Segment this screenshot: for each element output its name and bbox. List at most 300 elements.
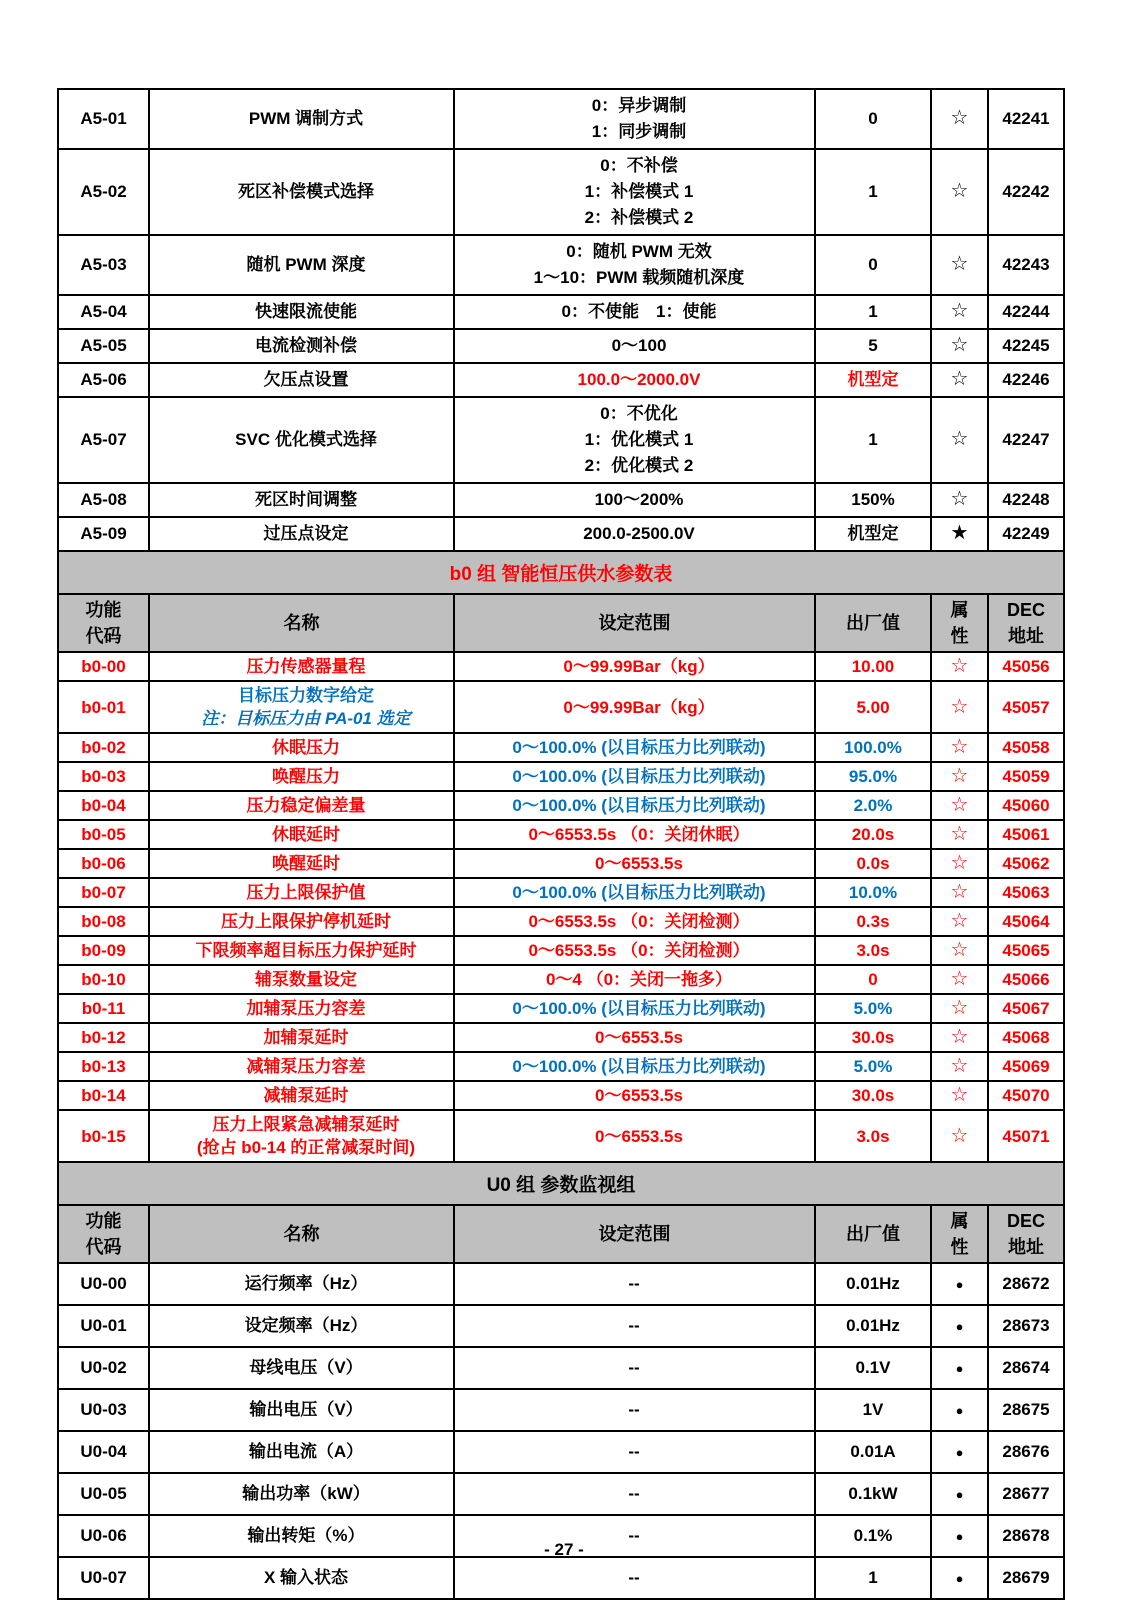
cell-range bbox=[454, 681, 815, 733]
star-icon: ☆ bbox=[950, 655, 969, 677]
cell-name bbox=[149, 1081, 454, 1110]
param-row bbox=[58, 1263, 1064, 1305]
cell-dec bbox=[988, 878, 1064, 907]
text-line: 快速限流使能 bbox=[255, 302, 357, 321]
text-line: b0-11 bbox=[81, 999, 126, 1018]
cell-dec bbox=[988, 965, 1064, 994]
cell-name bbox=[149, 965, 454, 994]
cell-name bbox=[149, 681, 454, 733]
text-line: b0-13 bbox=[81, 1057, 126, 1076]
cell-attr bbox=[931, 762, 988, 791]
table-header-row bbox=[58, 1205, 1064, 1263]
star-icon: ☆ bbox=[950, 695, 969, 718]
cell-code bbox=[58, 1473, 149, 1515]
cell-attr bbox=[931, 907, 988, 936]
text-line: A5-07 bbox=[80, 430, 127, 449]
text-line: 0～100.0% (以目标压力比列联动) bbox=[512, 767, 766, 786]
cell-range bbox=[454, 878, 815, 907]
text-line: 45056 bbox=[1002, 657, 1050, 676]
cell-name bbox=[149, 1263, 454, 1305]
text-line: 42248 bbox=[1002, 490, 1050, 509]
cell-name bbox=[149, 1052, 454, 1081]
text-line: 45070 bbox=[1002, 1086, 1050, 1105]
cell-code bbox=[58, 907, 149, 936]
text-line: -- bbox=[628, 1400, 640, 1419]
param-row bbox=[58, 1052, 1064, 1081]
text-line: 0.3s bbox=[856, 912, 890, 931]
text-line: 输出电压（V） bbox=[249, 1400, 363, 1419]
cell-value bbox=[815, 1389, 931, 1431]
cell-name bbox=[149, 483, 454, 517]
text-line: 0～6553.5s bbox=[595, 1086, 683, 1105]
text-line: 20.0s bbox=[851, 825, 895, 844]
cell-value bbox=[815, 762, 931, 791]
cell-attr bbox=[931, 295, 988, 329]
cell-value bbox=[815, 1263, 931, 1305]
cell-dec bbox=[988, 1431, 1064, 1473]
text-line: 压力传感器量程 bbox=[246, 657, 366, 676]
cell-dec bbox=[988, 295, 1064, 329]
cell-code bbox=[58, 149, 149, 235]
cell-name bbox=[149, 235, 454, 295]
cell-name bbox=[149, 329, 454, 363]
star-icon: ☆ bbox=[950, 852, 969, 874]
param-row bbox=[58, 397, 1064, 483]
cell-code bbox=[58, 235, 149, 295]
cell-attr bbox=[931, 1263, 988, 1305]
text-line: 1V bbox=[862, 1400, 884, 1419]
cell-dec bbox=[988, 681, 1064, 733]
star-icon: ☆ bbox=[950, 968, 969, 990]
text-line: 欠压点设置 bbox=[263, 370, 349, 389]
text-line: 过压点设定 bbox=[263, 524, 349, 543]
text-line: 0：不使能 1：使能 bbox=[561, 302, 717, 321]
star-icon: ☆ bbox=[950, 180, 969, 202]
text-line: 200.0-2500.0V bbox=[583, 524, 695, 543]
section-band-label: b0 组 智能恒压供水参数表 bbox=[58, 551, 1064, 594]
cell-code bbox=[58, 1557, 149, 1599]
cell-code bbox=[58, 483, 149, 517]
text-line: 1：同步调制 bbox=[591, 122, 687, 141]
cell-name bbox=[149, 1557, 454, 1599]
param-row bbox=[58, 1473, 1064, 1515]
text-line: PWM 调制方式 bbox=[248, 109, 364, 128]
param-row bbox=[58, 1389, 1064, 1431]
text-line: 输出功率（kW） bbox=[242, 1484, 370, 1503]
cell-name bbox=[149, 1347, 454, 1389]
cell-value bbox=[815, 994, 931, 1023]
cell-range bbox=[454, 849, 815, 878]
cell-dec bbox=[988, 907, 1064, 936]
text-line: 0～6553.5s （0：关闭检测） bbox=[528, 912, 750, 931]
cell-name bbox=[149, 1473, 454, 1515]
text-line: b0-10 bbox=[81, 970, 126, 989]
text-line: 1：优化模式 1 bbox=[584, 430, 694, 449]
text-line: 45066 bbox=[1002, 970, 1050, 989]
cell-code bbox=[58, 329, 149, 363]
cell-attr bbox=[931, 1347, 988, 1389]
cell-code bbox=[58, 1052, 149, 1081]
text-line: A5-06 bbox=[80, 370, 127, 389]
cell-range bbox=[454, 1110, 815, 1162]
cell-attr bbox=[931, 363, 988, 397]
text-line: 加辅泵延时 bbox=[263, 1028, 349, 1047]
param-row bbox=[58, 149, 1064, 235]
cell-name bbox=[149, 89, 454, 149]
text-line: 42249 bbox=[1002, 524, 1050, 543]
text-line: 45067 bbox=[1002, 999, 1050, 1018]
cell-range bbox=[454, 363, 815, 397]
cell-code bbox=[58, 1431, 149, 1473]
text-line: 5.00 bbox=[856, 697, 890, 717]
cell-name bbox=[149, 878, 454, 907]
text-line: 42247 bbox=[1002, 430, 1050, 449]
cell-name bbox=[149, 397, 454, 483]
cell-attr bbox=[931, 1081, 988, 1110]
column-header-col_range: 设定范围 bbox=[454, 594, 815, 652]
cell-attr bbox=[931, 235, 988, 295]
cell-attr bbox=[931, 89, 988, 149]
dot-icon: ● bbox=[955, 1487, 964, 1502]
cell-dec bbox=[988, 936, 1064, 965]
cell-code bbox=[58, 1023, 149, 1052]
text-line: 42245 bbox=[1002, 336, 1050, 355]
cell-range bbox=[454, 733, 815, 762]
cell-dec bbox=[988, 1023, 1064, 1052]
cell-attr bbox=[931, 397, 988, 483]
param-row bbox=[58, 483, 1064, 517]
cell-attr bbox=[931, 1389, 988, 1431]
text-line: 0.01A bbox=[850, 1442, 896, 1461]
cell-value bbox=[815, 820, 931, 849]
dot-icon: ● bbox=[955, 1571, 964, 1586]
header-line: 性 bbox=[950, 1237, 969, 1257]
header-line: 功能 bbox=[85, 1211, 122, 1231]
cell-dec bbox=[988, 235, 1064, 295]
cell-name bbox=[149, 907, 454, 936]
cell-dec bbox=[988, 1052, 1064, 1081]
cell-range bbox=[454, 1347, 815, 1389]
text-line: 28673 bbox=[1002, 1316, 1050, 1335]
cell-range bbox=[454, 652, 815, 681]
text-line: 10.0% bbox=[848, 883, 898, 902]
text-line: 28672 bbox=[1002, 1274, 1050, 1293]
cell-dec bbox=[988, 517, 1064, 551]
cell-code bbox=[58, 849, 149, 878]
text-line: 0～6553.5s bbox=[595, 1028, 683, 1047]
text-line: A5-02 bbox=[80, 182, 127, 201]
header-line: DEC bbox=[1006, 600, 1045, 620]
cell-name bbox=[149, 994, 454, 1023]
star-icon: ☆ bbox=[950, 823, 969, 845]
text-line: 100.0% bbox=[844, 738, 902, 757]
param-row bbox=[58, 681, 1064, 733]
text-line: 电流检测补偿 bbox=[255, 336, 357, 355]
cell-code bbox=[58, 363, 149, 397]
section-band bbox=[58, 1162, 1064, 1205]
text-line: 45057 bbox=[1002, 697, 1050, 717]
column-header-col_attr bbox=[931, 594, 988, 652]
cell-value bbox=[815, 397, 931, 483]
text-line: 休眠延时 bbox=[272, 825, 340, 844]
text-line: 0～4 （0：关闭一拖多） bbox=[545, 970, 733, 989]
cell-dec bbox=[988, 329, 1064, 363]
text-line: -- bbox=[628, 1358, 640, 1377]
text-line: 45060 bbox=[1002, 796, 1050, 815]
text-line: 唤醒压力 bbox=[272, 767, 340, 786]
cell-value bbox=[815, 517, 931, 551]
param-row bbox=[58, 936, 1064, 965]
cell-attr bbox=[931, 1305, 988, 1347]
param-row bbox=[58, 820, 1064, 849]
cell-name bbox=[149, 295, 454, 329]
cell-range bbox=[454, 1473, 815, 1515]
cell-name bbox=[149, 149, 454, 235]
cell-code bbox=[58, 397, 149, 483]
cell-range bbox=[454, 397, 815, 483]
text-line: 0～100.0% (以目标压力比列联动) bbox=[512, 1057, 766, 1076]
text-line: 0～99.99Bar（kg） bbox=[563, 697, 715, 717]
text-line: b0-09 bbox=[81, 941, 126, 960]
param-row bbox=[58, 733, 1064, 762]
cell-name bbox=[149, 1305, 454, 1347]
text-line: A5-03 bbox=[80, 255, 127, 274]
text-line: 45064 bbox=[1002, 912, 1050, 931]
text-line: 下限频率超目标压力保护延时 bbox=[195, 941, 417, 960]
cell-value bbox=[815, 363, 931, 397]
star-icon: ☆ bbox=[950, 107, 969, 129]
star-icon: ☆ bbox=[950, 1055, 969, 1077]
text-line: A5-05 bbox=[80, 336, 127, 355]
column-header-col_value: 出厂值 bbox=[815, 1205, 931, 1263]
cell-dec bbox=[988, 89, 1064, 149]
text-line: 45068 bbox=[1002, 1028, 1050, 1047]
param-row bbox=[58, 1347, 1064, 1389]
text-line: U0-05 bbox=[80, 1484, 127, 1503]
star-icon: ☆ bbox=[950, 488, 969, 510]
text-line: 42243 bbox=[1002, 255, 1050, 274]
text-line: 0～100 bbox=[611, 336, 667, 355]
cell-dec bbox=[988, 397, 1064, 483]
cell-attr bbox=[931, 329, 988, 363]
cell-range bbox=[454, 1557, 815, 1599]
text-line: 减辅泵延时 bbox=[263, 1086, 349, 1105]
text-line: b0-02 bbox=[81, 738, 126, 757]
filled-star-icon: ★ bbox=[950, 522, 969, 544]
table-header-row bbox=[58, 594, 1064, 652]
dot-icon: ● bbox=[955, 1529, 964, 1544]
cell-value bbox=[815, 235, 931, 295]
cell-attr bbox=[931, 878, 988, 907]
param-row bbox=[58, 762, 1064, 791]
text-line: 1 bbox=[868, 182, 878, 201]
dot-icon: ● bbox=[955, 1361, 964, 1376]
star-icon: ☆ bbox=[950, 1084, 969, 1106]
cell-range bbox=[454, 149, 815, 235]
column-header-col_dec bbox=[988, 1205, 1064, 1263]
cell-dec bbox=[988, 1110, 1064, 1162]
star-icon: ☆ bbox=[950, 881, 969, 903]
cell-value bbox=[815, 849, 931, 878]
cell-dec bbox=[988, 1473, 1064, 1515]
cell-value bbox=[815, 1110, 931, 1162]
cell-value bbox=[815, 1431, 931, 1473]
cell-code bbox=[58, 681, 149, 733]
cell-value bbox=[815, 1081, 931, 1110]
cell-attr bbox=[931, 936, 988, 965]
cell-dec bbox=[988, 1389, 1064, 1431]
text-line: -- bbox=[628, 1484, 640, 1503]
page-number: - 27 - bbox=[544, 1540, 584, 1559]
cell-attr bbox=[931, 517, 988, 551]
cell-value bbox=[815, 1023, 931, 1052]
param-row bbox=[58, 791, 1064, 820]
star-icon: ☆ bbox=[950, 253, 969, 275]
text-line: -- bbox=[628, 1568, 640, 1587]
cell-code bbox=[58, 517, 149, 551]
text-line: 机型定 bbox=[847, 370, 899, 389]
star-icon: ☆ bbox=[950, 997, 969, 1019]
text-line: 5.0% bbox=[853, 999, 893, 1018]
text-line: U0-06 bbox=[80, 1526, 127, 1545]
text-line: 45065 bbox=[1002, 941, 1050, 960]
cell-code bbox=[58, 89, 149, 149]
text-line: 42246 bbox=[1002, 370, 1050, 389]
param-row bbox=[58, 652, 1064, 681]
cell-value bbox=[815, 878, 931, 907]
text-line: b0-03 bbox=[81, 767, 126, 786]
text-line: 1 bbox=[868, 1568, 878, 1587]
dot-icon: ● bbox=[955, 1319, 964, 1334]
cell-value bbox=[815, 791, 931, 820]
cell-dec bbox=[988, 363, 1064, 397]
text-line: U0-01 bbox=[80, 1316, 127, 1335]
text-line: 0～99.99Bar（kg） bbox=[563, 657, 715, 676]
cell-code bbox=[58, 878, 149, 907]
text-line: 5.0% bbox=[853, 1057, 893, 1076]
text-line: 0：不优化 bbox=[600, 404, 678, 423]
cell-dec bbox=[988, 994, 1064, 1023]
header-line: 属 bbox=[950, 600, 969, 620]
cell-range bbox=[454, 965, 815, 994]
param-row bbox=[58, 994, 1064, 1023]
text-line: 0～100.0% (以目标压力比列联动) bbox=[512, 796, 766, 815]
cell-code bbox=[58, 295, 149, 329]
param-row bbox=[58, 1557, 1064, 1599]
section-band-label: U0 组 参数监视组 bbox=[58, 1162, 1064, 1205]
star-icon: ☆ bbox=[950, 300, 969, 322]
text-line: -- bbox=[628, 1274, 640, 1293]
text-line: 2：补偿模式 2 bbox=[584, 208, 694, 227]
header-line: 功能 bbox=[85, 600, 122, 620]
cell-value bbox=[815, 1347, 931, 1389]
star-icon: ☆ bbox=[950, 910, 969, 932]
cell-attr bbox=[931, 149, 988, 235]
text-line: 目标压力数字给定 bbox=[238, 686, 374, 705]
text-line: -- bbox=[628, 1526, 640, 1545]
header-line: 属 bbox=[950, 1211, 969, 1231]
cell-attr bbox=[931, 1431, 988, 1473]
dot-icon: ● bbox=[955, 1403, 964, 1418]
text-line: 10.00 bbox=[851, 657, 895, 676]
cell-value bbox=[815, 652, 931, 681]
cell-range bbox=[454, 936, 815, 965]
cell-attr bbox=[931, 1023, 988, 1052]
param-row bbox=[58, 1110, 1064, 1162]
cell-name bbox=[149, 791, 454, 820]
text-line: 1：补偿模式 1 bbox=[584, 182, 694, 201]
column-header-col_attr bbox=[931, 1205, 988, 1263]
text-line: 加辅泵压力容差 bbox=[246, 999, 366, 1018]
text-line: 辅泵数量设定 bbox=[255, 970, 357, 989]
text-line: 28675 bbox=[1002, 1400, 1050, 1419]
cell-range bbox=[454, 762, 815, 791]
cell-dec bbox=[988, 1347, 1064, 1389]
cell-range bbox=[454, 1431, 815, 1473]
cell-range bbox=[454, 907, 815, 936]
cell-value bbox=[815, 1473, 931, 1515]
text-line: 0.01Hz bbox=[846, 1316, 900, 1335]
star-icon: ☆ bbox=[950, 1124, 969, 1147]
text-line: 0：异步调制 bbox=[591, 96, 687, 115]
cell-code bbox=[58, 936, 149, 965]
star-icon: ☆ bbox=[950, 428, 969, 450]
text-line: 28677 bbox=[1002, 1484, 1050, 1503]
text-line: 设定频率（Hz） bbox=[244, 1316, 368, 1335]
cell-code bbox=[58, 994, 149, 1023]
cell-range bbox=[454, 483, 815, 517]
cell-attr bbox=[931, 681, 988, 733]
text-line: b0-05 bbox=[81, 825, 126, 844]
text-line: U0-07 bbox=[80, 1568, 127, 1587]
param-row bbox=[58, 878, 1064, 907]
text-line: 减辅泵压力容差 bbox=[246, 1057, 366, 1076]
header-line: DEC bbox=[1006, 1211, 1045, 1231]
text-line: 95.0% bbox=[848, 767, 898, 786]
param-row bbox=[58, 363, 1064, 397]
text-line: 45059 bbox=[1002, 767, 1050, 786]
param-row bbox=[58, 1023, 1064, 1052]
text-line: b0-06 bbox=[81, 854, 126, 873]
text-line: U0-04 bbox=[80, 1442, 127, 1461]
column-header-col_dec bbox=[988, 594, 1064, 652]
cell-range bbox=[454, 994, 815, 1023]
text-line: 注：目标压力由 PA-01 选定 bbox=[201, 709, 411, 728]
star-icon: ☆ bbox=[950, 334, 969, 356]
text-line: 0 bbox=[868, 109, 878, 128]
text-line: 0.1kW bbox=[848, 1484, 898, 1503]
cell-value bbox=[815, 907, 931, 936]
text-line: 150% bbox=[851, 490, 895, 509]
cell-range bbox=[454, 1389, 815, 1431]
param-row bbox=[58, 849, 1064, 878]
cell-code bbox=[58, 1305, 149, 1347]
text-line: 30.0s bbox=[851, 1086, 895, 1105]
cell-name bbox=[149, 936, 454, 965]
star-icon: ☆ bbox=[950, 794, 969, 816]
parameter-table bbox=[57, 88, 1065, 1600]
cell-range bbox=[454, 1052, 815, 1081]
text-line: 45061 bbox=[1002, 825, 1050, 844]
text-line: 输出电流（A） bbox=[248, 1442, 364, 1461]
cell-attr bbox=[931, 1557, 988, 1599]
text-line: b0-07 bbox=[81, 883, 126, 902]
cell-attr bbox=[931, 820, 988, 849]
cell-range bbox=[454, 235, 815, 295]
text-line: 随机 PWM 深度 bbox=[246, 255, 366, 274]
cell-value bbox=[815, 149, 931, 235]
text-line: A5-04 bbox=[80, 302, 127, 321]
